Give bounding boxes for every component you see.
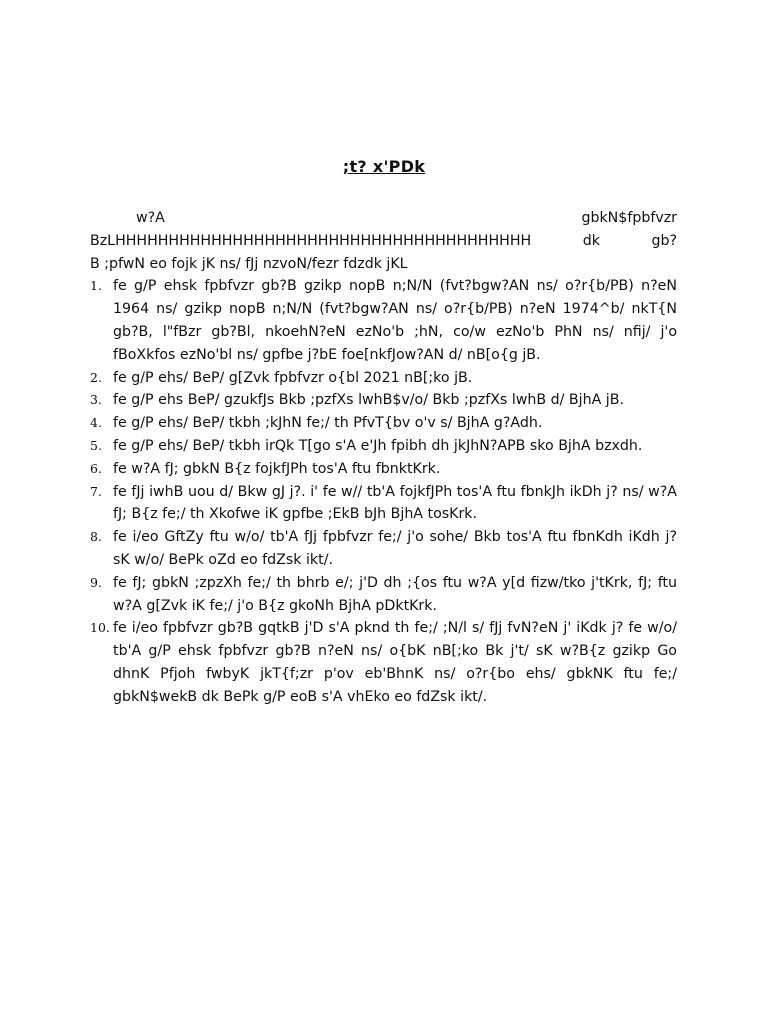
list-number: 1. [90, 278, 102, 294]
list-item [90, 389, 677, 412]
list-item [90, 617, 677, 708]
intro-word: w?A [136, 210, 165, 226]
list-text: fe fJj iwhB uou d/ Bkw gJ j?. i' fe w// tb'A fojkfJPh tos'A ftu fbnkJh ikDh j? ns/ w?A fJ; B{z fe;/ th Xkofwe iK gpfbe ;EkB bJh BjhA tosKrk. [113, 483, 677, 523]
list-number: 6. [90, 460, 102, 476]
intro-word: BzLHHHHHHHHHHHHHHHHHHHHHHHHHHHHHHHHHHHHHHH [90, 232, 532, 249]
list-item [90, 367, 677, 390]
list-number: 3. [90, 392, 102, 408]
list-item [90, 435, 677, 458]
document-body [90, 207, 677, 709]
list-text: fe g/P ehs BeP/ gzukfJs Bkb ;pzfXs lwhB$v/o/ Bkb ;pzfXs lwhB d/ BjhA jB. [113, 392, 624, 409]
list-text: fe g/P ehsk fpbfvzr gb?B gzikp nopB n;N/N (fvt?bgw?AN ns/ o?r{b/PB) n?eN 1964 ns/ gzikp nopB n;N/N (fvt?bgw?AN ns/ o?r{b/PB) n?eN 1974^b/ nkT{N gb?B, l"fBzr gb?Bl, nkoehN?eN ezNo'b ;hN, co/w ezNo'b PhN ns/ nfij/ j'o fBoXkfos ezNo'bl ns/ gpfbe j?bE foe[nkfJow?AN d/ nB[o{g jB. [113, 278, 677, 363]
list-text: fe fJ; gbkN ;zpzXh fe;/ th bhrb e/; j'D dh ;{os ftu w?A y[d fizw/tko j'tKrk, fJ; ftu w?A g[Zvk iK fe;/ j'o B{z gkoNh BjhA pDktKrk. [113, 574, 677, 614]
intro-word: gbkN$fpbfvzr [581, 210, 677, 226]
list-number: 2. [90, 369, 102, 385]
list-number: 4. [90, 415, 102, 431]
list-text: fe i/eo GftZy ftu w/o/ tb'A fJj fpbfvzr fe;/ j'o sohe/ Bkb tos'A ftu fbnKdh iKdh j? sK w/o/ BePk oZd eo fdZsk ikt/. [113, 529, 677, 568]
intro-line-2 [90, 230, 677, 253]
list-text: fe g/P ehs/ BeP/ tkbh irQk T[go s'A e'Jh fpibh dh jkJhN?APB sko BjhA bzxdh. [113, 437, 643, 454]
list-number: 5. [90, 437, 102, 453]
list-item [90, 572, 677, 618]
list-item [90, 481, 677, 527]
intro-line-1 [90, 207, 677, 230]
document-title: ;t? x'PDk [342, 157, 426, 176]
list-number: 10. [90, 620, 110, 636]
list-text: fe g/P ehs/ BeP/ tkbh ;kJhN fe;/ th PfvT{bv o'v s/ BjhA g?Adh. [113, 415, 543, 432]
intro-word: gb? [651, 232, 677, 249]
list-number: 7. [90, 483, 102, 499]
list-item [90, 526, 677, 572]
intro-line-3: B ;pfwN eo fojk jK ns/ fJj nzvoN/fezr fdzdk jKL [90, 255, 408, 272]
list-number: 9. [90, 574, 102, 590]
list-item [90, 458, 677, 481]
declaration-list [90, 275, 677, 708]
list-text: fe i/eo fpbfvzr gb?B gqtkB j'D s'A pknd th fe;/ ;N/l s/ fJj fvN?eN j' iKdk j? fe w/o/ tb'A g/P ehsk fpbfvzr gb?B n?eN ns/ o{bK nB[;ko Bk j't/ sK w?B{z gzikp Go dhnK Pfjoh fwbyK jkT{f;zr p'ov eb'BhnK ns/ o?r{bo ehs/ gbkNK ftu fe;/ gbkN$wekB dk BePk g/P eoB s'A vhEko eo fdZsk ikt/. [113, 620, 677, 705]
list-text: fe g/P ehs/ BeP/ g[Zvk fpbfvzr o{bl 2021 nB[;ko jB. [113, 369, 473, 386]
intro-word: dk [582, 232, 600, 249]
list-number: 8. [90, 529, 102, 545]
list-item [90, 275, 677, 366]
list-text: fe w?A fJ; gbkN B{z fojkfJPh tos'A ftu fbnktKrk. [113, 460, 441, 477]
list-item [90, 412, 677, 435]
